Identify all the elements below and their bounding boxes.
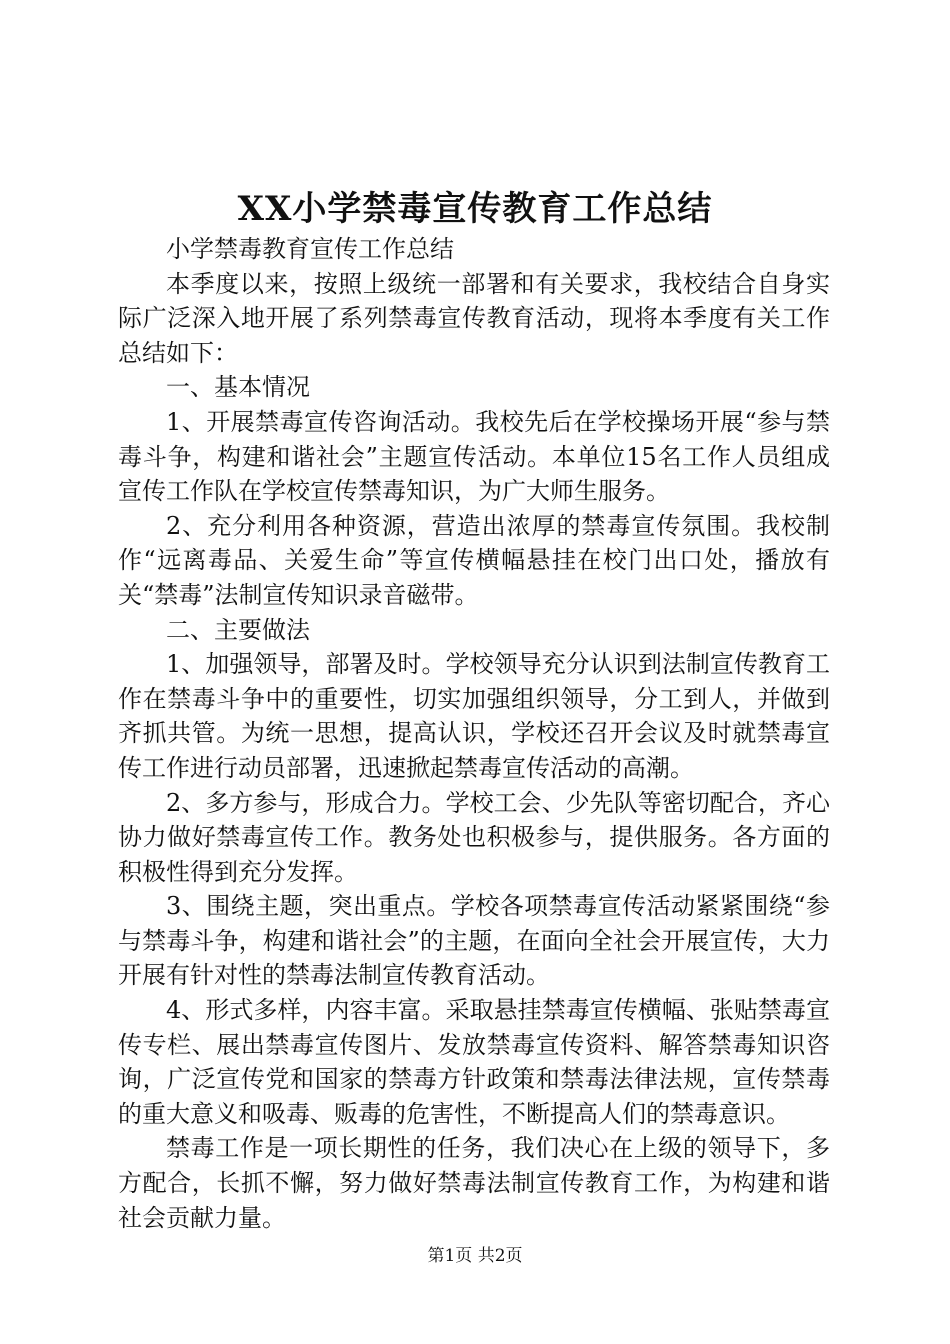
document-body [118,232,830,1235]
basic-item-1: 1、开展禁毒宣传咨询活动。我校先后在学校操场开展“参与禁毒斗争，构建和谐社会”主题宣传活动。本单位15名工作人员组成宣传工作队在学校宣传禁毒知识，为广大师生服务。 [118,407,830,506]
document-title: XX小学禁毒宣传教育工作总结 [237,189,713,229]
practice-item-2: 2、多方参与，形成合力。学校工会、少先队等密切配合，齐心协力做好禁毒宣传工作。教务处也积极参与，提供服务。各方面的积极性得到充分发挥。 [118,788,830,886]
intro-paragraph: 本季度以来，按照上级统一部署和有关要求，我校结合自身实际广泛深入地开展了系列禁毒宣传教育活动，现将本季度有关工作总结如下： [118,269,830,367]
practice-item-1: 1、加强领导，部署及时。学校领导充分认识到法制宣传教育工作在禁毒斗争中的重要性，切实加强组织领导，分工到人，并做到齐抓共管。为统一思想，提高认识，学校还召开会议及时就禁毒宣传工作进行动员部署，迅速掀起禁毒宣传活动的高潮。 [118,650,830,782]
practice-item-3: 3、围绕主题，突出重点。学校各项禁毒宣传活动紧紧围绕“参与禁毒斗争，构建和谐社会”的主题，在面向全社会开展宣传，大力开展有针对性的禁毒法制宣传教育活动。 [118,892,830,990]
practice-item-4: 4、形式多样，内容丰富。采取悬挂禁毒宣传横幅、张贴禁毒宣传专栏、展出禁毒宣传图片、发放禁毒宣传资料、解答禁毒知识咨询，广泛宣传党和国家的禁毒方针政策和禁毒法律法规，宣传禁毒的重大意义和吸毒、贩毒的危害性，不断提高人们的禁毒意识。 [118,996,830,1128]
closing-paragraph: 禁毒工作是一项长期性的任务，我们决心在上级的领导下，多方配合，长抓不懈，努力做好禁毒法制宣传教育工作，为构建和谐社会贡献力量。 [118,1134,830,1232]
section-heading-practice: 二、主要做法 [166,615,310,644]
basic-item-2: 2、充分利用各种资源，营造出浓厚的禁毒宣传氛围。我校制作“远离毒品、关爱生命”等宣传横幅悬挂在校门出口处，播放有关“禁毒”法制宣传知识录音磁带。 [118,511,830,609]
subtitle-paragraph: 小学禁毒教育宣传工作总结 [166,235,454,263]
section-heading-basic: 一、基本情况 [166,373,310,402]
page-number: 第1页 共2页 [427,1246,523,1266]
